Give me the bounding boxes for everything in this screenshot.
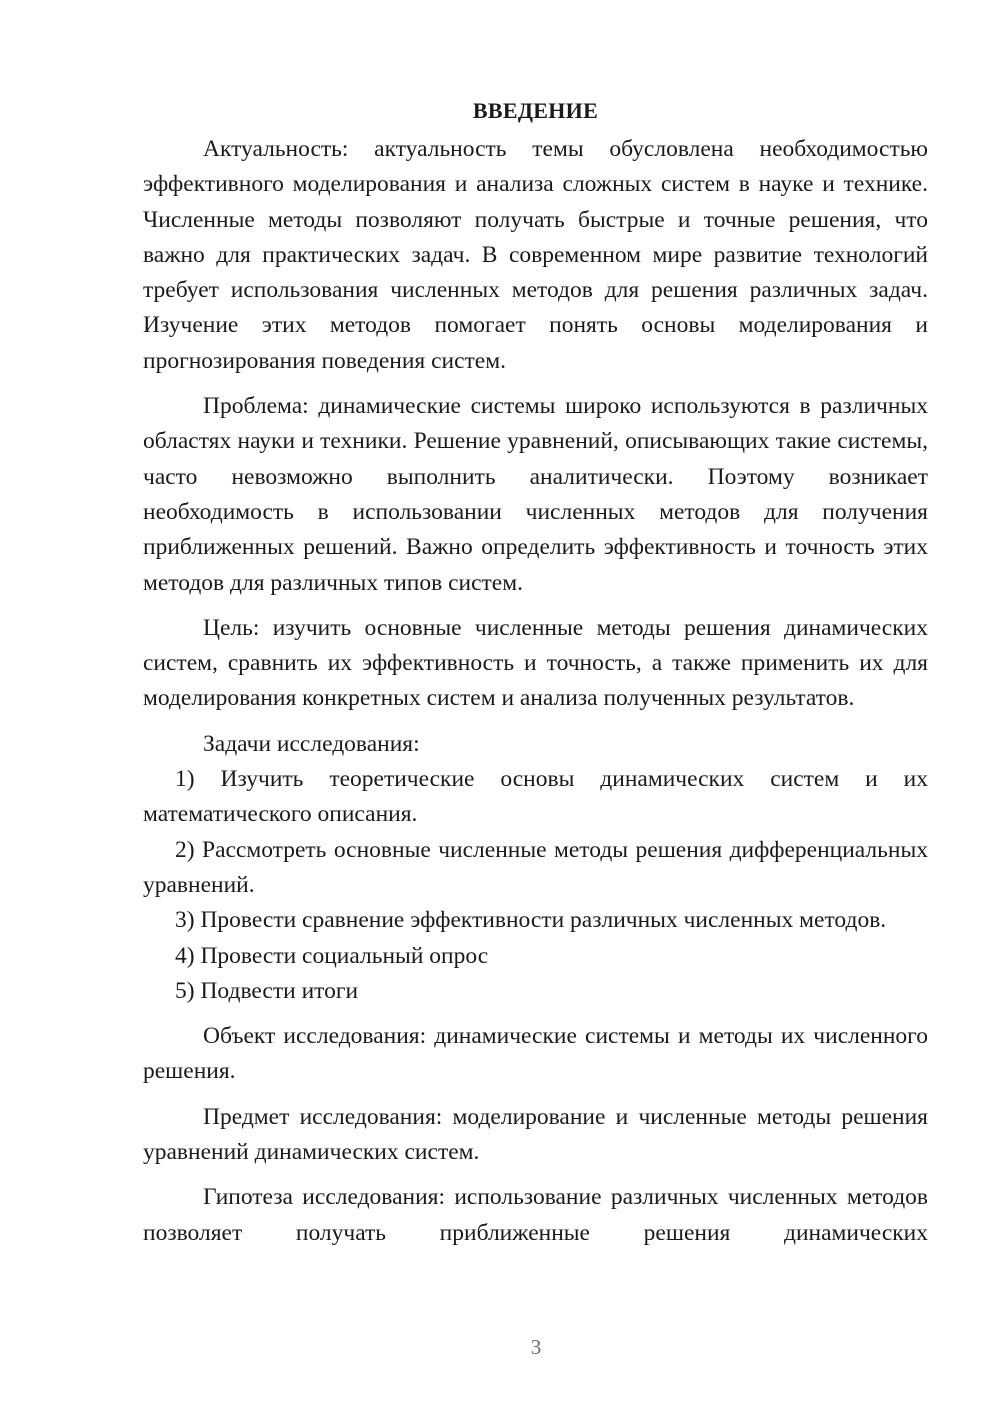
paragraph-hypothesis: Гипотеза исследования: использование различных численных методов позволяет получать приближенные решения динамических <box>143 1184 928 1246</box>
task-item-2: 2) Рассмотреть основные численные методы решения дифференциальных уравнений. <box>143 836 928 898</box>
paragraph-subject: Предмет исследования: моделирование и численные методы решения уравнений динамических систем. <box>143 1103 928 1166</box>
paragraph-object: Объект исследования: динамические системы и методы их численного решения. <box>143 1023 928 1085</box>
task-item-3: 3) Провести сравнение эффективности различных численных методов. <box>175 907 887 934</box>
task-item-5: 5) Подвести итоги <box>175 977 359 1004</box>
page-content <box>143 96 928 1251</box>
page-number: 3 <box>530 1335 542 1359</box>
paragraph-goal: Цель: изучить основные численные методы решения динамических систем, сравнить их эффективность и точность, а также применить их для моделирования конкретных систем и анализа полученных результатов. <box>143 614 928 712</box>
paragraph-relevance: Актуальность: актуальность темы обусловлена необходимостью эффективного моделирования и анализа сложных систем в науке и технике. Численные методы позволяют получать быстрые и точные решения, что важно для практических задач. В современном мире развитие технологий требует использования численных методов для решения различных задач. Изучение этих методов помогает понять основы моделирования и прогнозирования поведения систем. <box>143 136 928 374</box>
task-item-4: 4) Провести социальный опрос <box>175 942 489 969</box>
tasks-heading: Задачи исследования: <box>203 730 420 757</box>
task-item-1: 1) Изучить теоретические основы динамических систем и их математического описания. <box>143 766 928 828</box>
paragraph-problem: Проблема: динамические системы широко используются в различных областях науки и техники. Решение уравнений, описывающих такие системы, часто невозможно выполнить аналитически. Поэтому возникает необходимость в использовании численных методов для получения приближенных решений. Важно определить эффективность и точность этих методов для различных типов систем. <box>143 393 928 596</box>
page-title: ВВЕДЕНИЕ <box>472 98 599 123</box>
